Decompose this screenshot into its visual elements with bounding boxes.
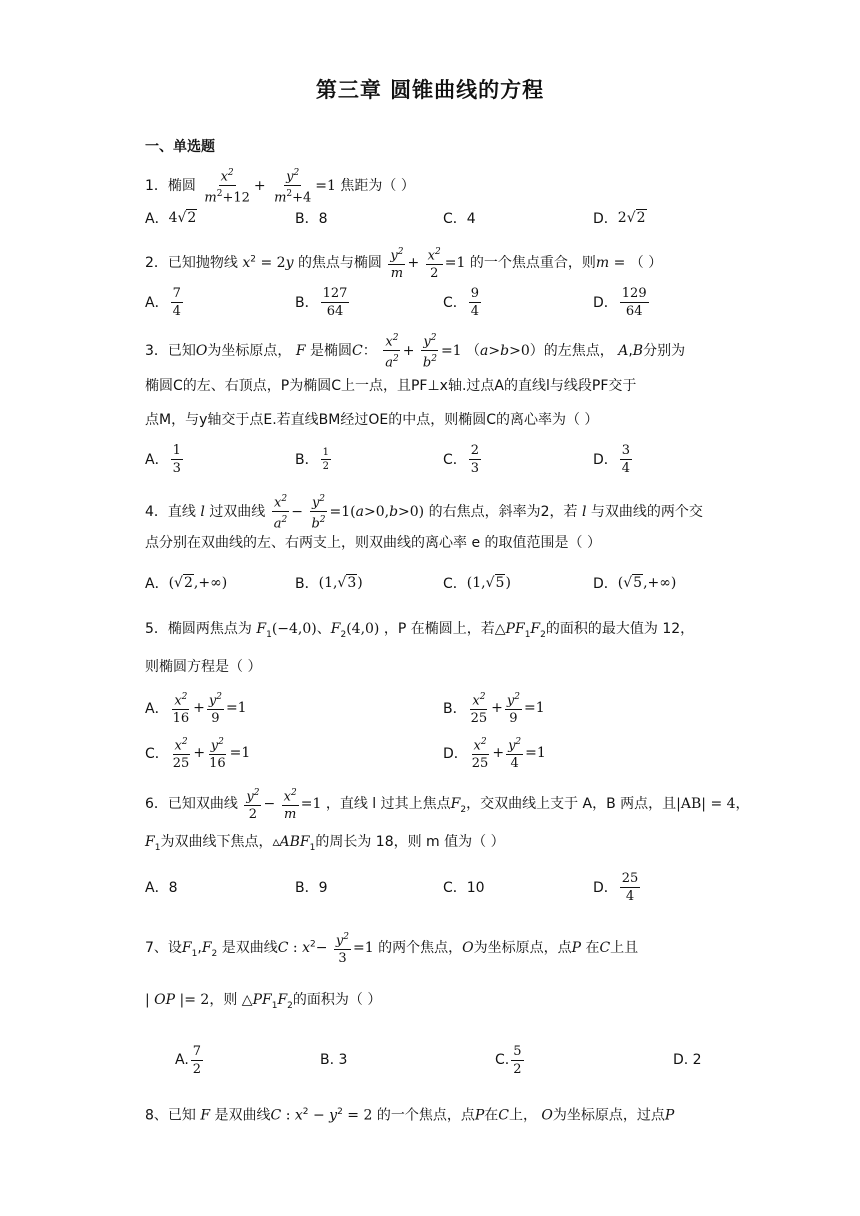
option-b[interactable]: B． (1,√3)	[295, 575, 363, 592]
option-c[interactable]: C． (1,√5)	[443, 575, 511, 592]
option-d[interactable]: D． $\frac{x^2}{25}$ + $\frac{y^2}{4}$ =1	[443, 736, 546, 772]
option-b[interactable]: B． $\frac{x^2}{25}$ + $\frac{y^2}{9}$ =1	[443, 691, 545, 727]
question-4-line-2: 点分别在双曲线的左、右两支上，则双曲线的离心率 e 的取值范围是（ ）	[145, 535, 601, 551]
question-7-options	[175, 1040, 745, 1080]
question-6-line-2: $F_1$为双曲线下焦点，$▵ABF_1$的周长为 18，则 m 值为（ ）	[145, 834, 505, 853]
option-c[interactable]: C． $\frac{2}{3}$	[443, 442, 480, 476]
option-d[interactable]: D. 2	[673, 1052, 702, 1068]
question-4-options	[145, 568, 715, 598]
question-3: 3．已知O为坐标原点， F 是椭圆C： $\frac{x^2}{a^2}$ + $\frac{y^2}{b^2}$ =1 （a>b>0）的左焦点， A,B分别为	[145, 333, 686, 371]
question-1: 1．椭圆 $\frac{x^2}{m^2+12}$ + $\frac{y^2}{m^2+4}$ =1 焦距为（ ）	[145, 168, 415, 206]
option-a[interactable]: A． $\frac{x^2}{16}$ + $\frac{y^2}{9}$ =1	[145, 691, 247, 727]
question-2-options	[145, 287, 715, 317]
option-d[interactable]: D． $\frac{129}{64}$	[593, 285, 647, 319]
option-a[interactable]: A． 4√2	[145, 210, 197, 227]
option-b[interactable]: B．8	[295, 211, 328, 227]
section-heading: 一、单选题	[145, 139, 215, 155]
question-1-options	[145, 203, 715, 233]
option-a[interactable]: A． (√2,+∞)	[145, 575, 228, 592]
question-6-options	[145, 872, 715, 902]
option-a[interactable]: A. $\frac{7}{2}$	[175, 1043, 202, 1077]
option-b[interactable]: B. 3	[320, 1052, 348, 1068]
question-5-line-2: 则椭圆方程是（ ）	[145, 659, 262, 675]
option-a[interactable]: A．8	[145, 880, 178, 896]
option-d[interactable]: D． 2√2	[593, 210, 646, 227]
option-a[interactable]: A． $\frac{7}{4}$	[145, 285, 181, 319]
option-c[interactable]: C. $\frac{5}{2}$	[495, 1043, 522, 1077]
option-c[interactable]: C． $\frac{x^2}{25}$ + $\frac{y^2}{16}$ =1	[145, 736, 251, 772]
option-d[interactable]: D． $\frac{3}{4}$	[593, 442, 631, 476]
question-3-options	[145, 444, 715, 474]
option-d[interactable]: D． $\frac{25}{4}$	[593, 870, 639, 904]
option-c[interactable]: C．4	[443, 211, 476, 227]
question-5-options-row-1	[145, 691, 715, 727]
question-6: 6．已知双曲线 $\frac{y^2}{2}$ − $\frac{x^2}{m}$ =1 ，直线 l 过其上焦点$F_2$，交双曲线上支于 A，B 两点，且|AB| = 4，	[145, 788, 750, 823]
question-7-line-2: | OP |= 2，则 $\triangle PF_1F_2$的面积为（ ）	[145, 992, 382, 1011]
option-a[interactable]: A． $\frac{1}{3}$	[145, 442, 181, 476]
question-3-line-3: 点M，与y轴交于点E.若直线BM经过OE的中点，则椭圆C的离心率为（ ）	[145, 412, 599, 428]
page-title: 第三章 圆锥曲线的方程	[315, 78, 545, 102]
question-7: 7、设$F_1,F_2$ 是双曲线C : $x^2-$ $\frac{y^2}{3}$ =1 的两个焦点，O为坐标原点，点P 在C上且	[145, 932, 639, 967]
option-b[interactable]: B． $\frac{127}{64}$	[295, 285, 348, 319]
option-c[interactable]: C． $\frac{9}{4}$	[443, 285, 480, 319]
option-c[interactable]: C．10	[443, 880, 485, 896]
question-5-options-row-2	[145, 736, 715, 772]
question-4: 4．直线 l 过双曲线 $\frac{x^2}{a^2}$ − $\frac{y^2}{b^2}$ =1(a>0,b>0) 的右焦点，斜率为2，若 l 与双曲线的两个交	[145, 494, 703, 532]
question-8: 8、已知 F 是双曲线C : $x^2 - y^2 = 2$ 的一个焦点，点P在C上， O为坐标原点，过点P	[145, 1107, 675, 1124]
option-b[interactable]: B．9	[295, 880, 328, 896]
option-d[interactable]: D． (√5,+∞)	[593, 575, 677, 592]
question-3-line-2: 椭圆C的左、右顶点，P为椭圆C上一点，且PF⊥x轴.过点A的直线l与线段PF交于	[145, 378, 637, 394]
question-5: 5．椭圆两焦点为 $F_1(-4,0)$、$F_2(4,0)$ ，P 在椭圆上，若$\triangle PF_1F_2$的面积的最大值为 12，	[145, 621, 695, 640]
question-2: 2．已知抛物线 $x^2 = 2y$ 的焦点与椭圆 $\frac{y^2}{m}$ + $\frac{x^2}{2}$ =1 的一个焦点重合，则m = （ ）	[145, 247, 663, 282]
option-b[interactable]: B． $\frac{1}{2}$	[295, 446, 329, 472]
